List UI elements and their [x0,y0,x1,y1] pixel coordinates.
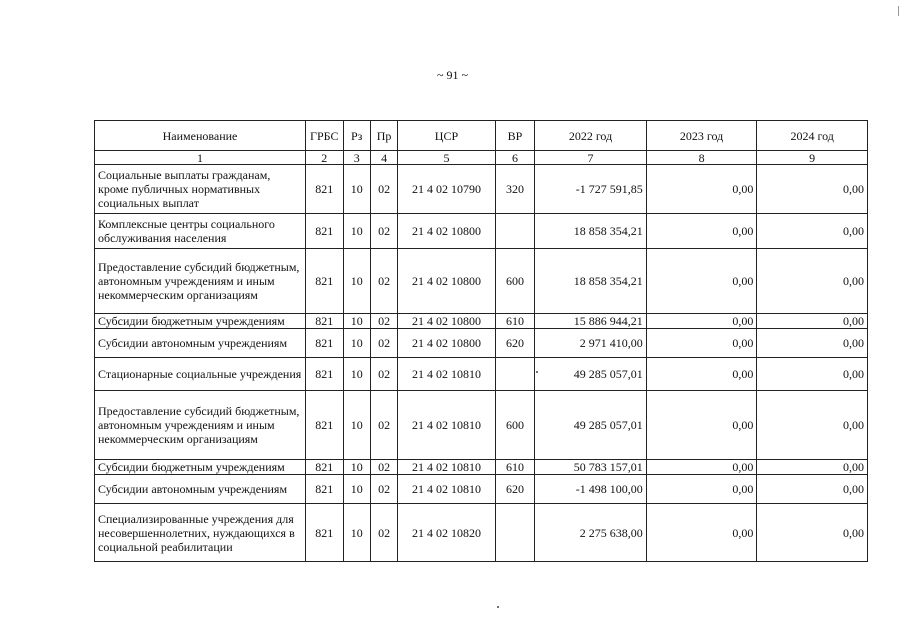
table-row [95,504,868,562]
row-amount-2023: 0,00 [646,460,757,475]
row-pr: 02 [370,358,397,391]
row-amount-2023: 0,00 [646,249,757,314]
row-name: Предоставление субсидий бюджетным, автономным учреждениям и иным некоммерческим организациям [95,249,306,314]
row-grbs: 821 [306,165,344,214]
row-pr: 02 [370,214,397,249]
row-amount-2024: 0,00 [757,249,868,314]
row-csr: 21 4 02 10820 [398,504,495,562]
row-amount-2024: 0,00 [757,165,868,214]
row-rz: 10 [343,504,370,562]
row-vr [495,358,535,391]
row-grbs: 821 [306,249,344,314]
row-amount-2023: 0,00 [646,475,757,504]
column-number: 5 [398,151,495,165]
scan-edge-mark [898,6,899,16]
row-name: Специализированные учреждения для несовершеннолетних, нуждающихся в социальной реабилитации [95,504,306,562]
row-amount-2024: 0,00 [757,329,868,358]
row-name: Комплексные центры социального обслуживания населения [95,214,306,249]
row-amount-2022: 49 285 057,01 [535,391,647,460]
column-number: 4 [370,151,397,165]
row-amount-2022: 50 783 157,01 [535,460,647,475]
column-header-name: Наименование [95,121,306,151]
row-amount-2024: 0,00 [757,214,868,249]
column-number: 2 [306,151,344,165]
row-pr: 02 [370,391,397,460]
row-amount-2023: 0,00 [646,329,757,358]
row-grbs: 821 [306,314,344,329]
row-csr: 21 4 02 10810 [398,460,495,475]
row-amount-2023: 0,00 [646,391,757,460]
row-rz: 10 [343,314,370,329]
row-vr: 320 [495,165,535,214]
column-number: 7 [535,151,647,165]
row-amount-2024: 0,00 [757,475,868,504]
row-amount-2023: 0,00 [646,165,757,214]
table-row [95,165,868,214]
row-pr: 02 [370,329,397,358]
column-header-grbs: ГРБС [306,121,344,151]
table-row [95,329,868,358]
row-amount-2022: 49 285 057,01 [535,358,647,391]
row-vr [495,214,535,249]
row-amount-2024: 0,00 [757,314,868,329]
row-vr: 600 [495,249,535,314]
row-amount-2023: 0,00 [646,358,757,391]
scan-speck [497,606,499,608]
row-pr: 02 [370,504,397,562]
row-grbs: 821 [306,460,344,475]
row-vr: 620 [495,475,535,504]
row-amount-2022: 18 858 354,21 [535,249,647,314]
row-amount-2022: -1 498 100,00 [535,475,647,504]
row-amount-2022: 2 971 410,00 [535,329,647,358]
row-pr: 02 [370,475,397,504]
table-row [95,391,868,460]
row-name: Социальные выплаты гражданам, кроме публичных нормативных социальных выплат [95,165,306,214]
column-number: 9 [757,151,868,165]
row-grbs: 821 [306,329,344,358]
row-amount-2024: 0,00 [757,460,868,475]
row-csr: 21 4 02 10810 [398,391,495,460]
row-name: Стационарные социальные учреждения [95,358,306,391]
column-header-rz: Рз [343,121,370,151]
header-row [95,121,868,151]
row-name: Субсидии автономным учреждениям [95,329,306,358]
table-row [95,314,868,329]
row-csr: 21 4 02 10800 [398,249,495,314]
row-amount-2024: 0,00 [757,358,868,391]
row-rz: 10 [343,249,370,314]
row-rz: 10 [343,329,370,358]
row-name: Предоставление субсидий бюджетным, автономным учреждениям и иным некоммерческим организациям [95,391,306,460]
row-amount-2023: 0,00 [646,504,757,562]
row-pr: 02 [370,165,397,214]
row-csr: 21 4 02 10790 [398,165,495,214]
row-amount-2023: 0,00 [646,314,757,329]
row-name: Субсидии автономным учреждениям [95,475,306,504]
row-amount-2022: -1 727 591,85 [535,165,647,214]
budget-table [94,120,868,562]
row-amount-2023: 0,00 [646,214,757,249]
row-name: Субсидии бюджетным учреждениям [95,314,306,329]
row-vr: 610 [495,314,535,329]
row-rz: 10 [343,391,370,460]
column-number: 6 [495,151,535,165]
row-pr: 02 [370,314,397,329]
row-csr: 21 4 02 10810 [398,358,495,391]
row-amount-2022: 15 886 944,21 [535,314,647,329]
row-grbs: 821 [306,358,344,391]
column-number: 1 [95,151,306,165]
column-header-2024: 2024 год [757,121,868,151]
column-number-row [95,151,868,165]
row-amount-2024: 0,00 [757,504,868,562]
row-vr: 620 [495,329,535,358]
column-header-2022: 2022 год [535,121,647,151]
row-grbs: 821 [306,214,344,249]
column-number: 8 [646,151,757,165]
row-pr: 02 [370,249,397,314]
row-rz: 10 [343,165,370,214]
row-rz: 10 [343,214,370,249]
table-row [95,475,868,504]
row-csr: 21 4 02 10800 [398,214,495,249]
row-amount-2022: 2 275 638,00 [535,504,647,562]
page-number: ~ 91 ~ [437,68,468,82]
table-row [95,358,868,391]
column-header-2023: 2023 год [646,121,757,151]
row-amount-2022: 18 858 354,21 [535,214,647,249]
table-row [95,249,868,314]
row-rz: 10 [343,475,370,504]
row-pr: 02 [370,460,397,475]
column-header-pr: Пр [370,121,397,151]
row-grbs: 821 [306,475,344,504]
row-vr [495,504,535,562]
row-grbs: 821 [306,504,344,562]
row-rz: 10 [343,460,370,475]
column-header-csr: ЦСР [398,121,495,151]
row-grbs: 821 [306,391,344,460]
row-vr: 600 [495,391,535,460]
column-header-vr: ВР [495,121,535,151]
row-csr: 21 4 02 10810 [398,475,495,504]
column-number: 3 [343,151,370,165]
table-row [95,214,868,249]
row-rz: 10 [343,358,370,391]
row-vr: 610 [495,460,535,475]
table-row [95,460,868,475]
row-csr: 21 4 02 10800 [398,314,495,329]
row-name: Субсидии бюджетным учреждениям [95,460,306,475]
row-amount-2024: 0,00 [757,391,868,460]
row-csr: 21 4 02 10800 [398,329,495,358]
